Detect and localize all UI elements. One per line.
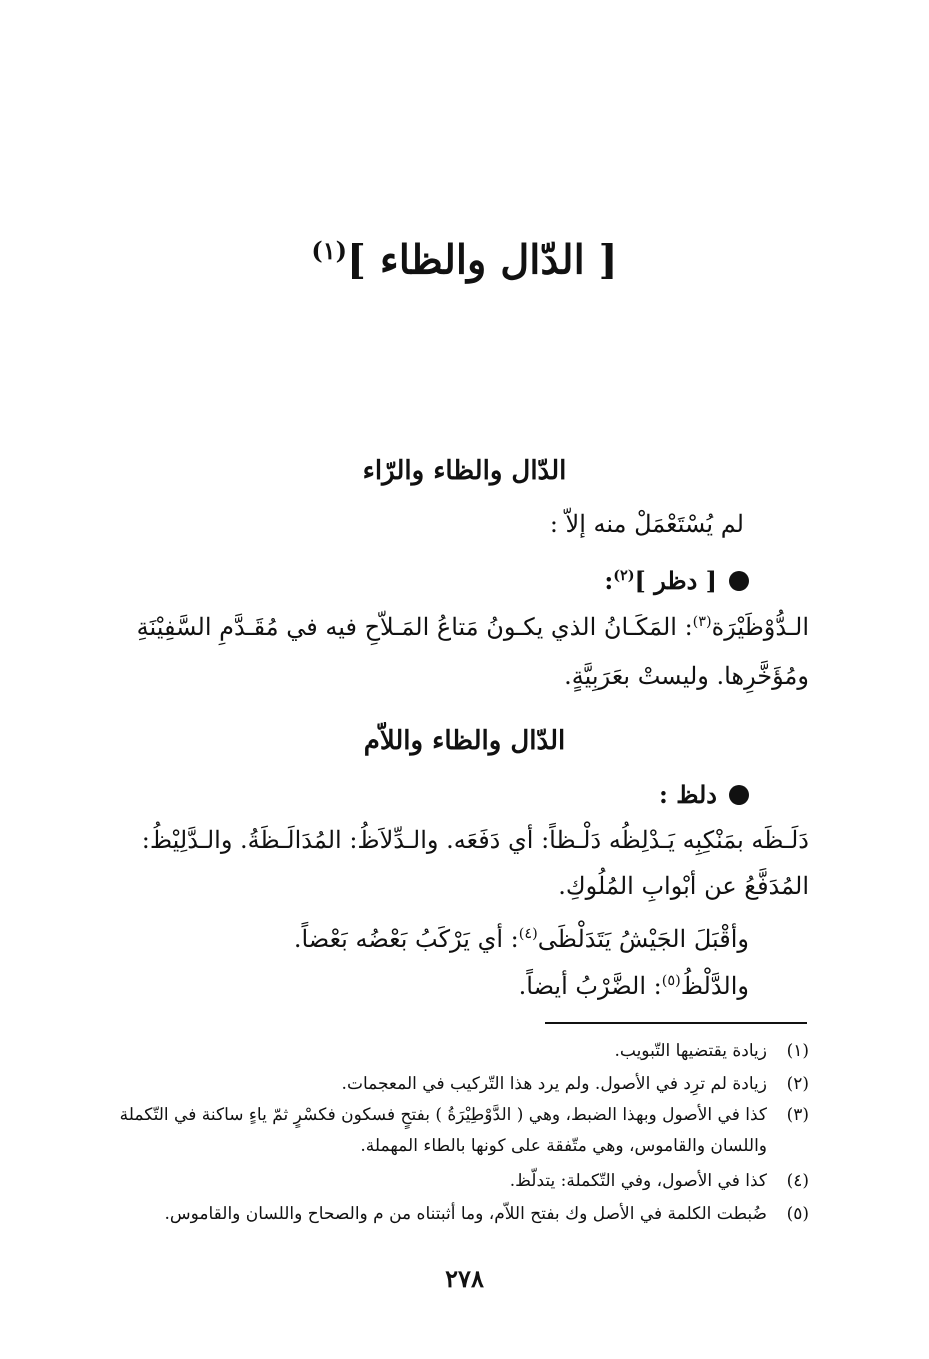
footnote-text: كذا في الأصول وبهذا الضبط، وهي ( الدَّوْطِيْرَةُ ) بفتحٍ فسكون فكسْرٍ ثمّ ياءٍ ساكنة في التّكملة bbox=[119, 1105, 767, 1125]
entry-dalaz-head: دلظ : bbox=[659, 780, 717, 809]
dalaz-line-4-text-b: : الضَّرْبُ أيضاً. bbox=[518, 972, 662, 1000]
footnote-text: زيادة لم ترِد في الأصول. ولم يرد هذا التّركيب في المعجمات. bbox=[341, 1074, 767, 1094]
definition-line-2: ومُؤَخَّرِها. وليستْ بعَرَبِيَّةٍ. bbox=[564, 662, 809, 690]
footnote-2 bbox=[342, 1073, 809, 1095]
entry-dalaz bbox=[659, 780, 749, 809]
footnote-divider bbox=[545, 1022, 807, 1024]
dalaz-line-3-text-b: : أي يَرْكَبُ بَعْضُه بَعْضاً. bbox=[293, 925, 519, 953]
section1-intro: لم يُسْتَعْمَلْ منه إلاّ : bbox=[549, 510, 744, 538]
bullet-icon bbox=[729, 785, 749, 805]
footnote-ref-4: (٤) bbox=[518, 926, 538, 942]
footnote-number: (٣) bbox=[786, 1105, 809, 1125]
entry-dazar-head: [ دظر ]$^{(٢)}$: bbox=[604, 566, 717, 595]
footnote-number: (٢) bbox=[786, 1074, 809, 1094]
section-title-dal-zaa-raa: الدّال والظاء والرّاء bbox=[362, 456, 567, 486]
section-title-dal-zaa-lam: الدّال والظاء واللاّم bbox=[363, 726, 566, 756]
chapter-title-text: [ الدّال والظاء ] bbox=[347, 236, 618, 284]
footnote-ref-3: (٣) bbox=[692, 614, 712, 630]
definition-text-1: : المَكَـانُ الذي يكـونُ مَتاعُ المَـلاّحِ فيه في مُقَـدَّمِ السَّفِيْنَةِ bbox=[136, 613, 693, 641]
footnote-5 bbox=[164, 1203, 809, 1225]
footnote-text: كذا في الأصول، وفي التّكملة: يتدلّظ. bbox=[509, 1171, 767, 1191]
footnote-number: (٤) bbox=[786, 1171, 809, 1191]
footnote-ref-5: (٥) bbox=[661, 973, 681, 989]
dalaz-line-3-text-a: وأقْبَلَ الجَيْشُ يَتَدَلْظَى bbox=[537, 925, 749, 953]
chapter-title-footnote-ref: (١) bbox=[311, 236, 348, 265]
dalaz-line-4 bbox=[519, 972, 749, 1001]
footnote-number: (١) bbox=[786, 1041, 809, 1061]
headword-dawzayra: الـدُّوْظَيْرَة bbox=[711, 613, 809, 641]
page-number: ٢٧٨ bbox=[445, 1264, 484, 1293]
entry-dazar bbox=[604, 566, 749, 595]
footnote-3 bbox=[120, 1104, 809, 1126]
footnote-3-continuation: واللسان والقاموس، وهي متّفقة على كونها بالطاء المهملة. bbox=[360, 1136, 767, 1156]
bullet-icon bbox=[729, 571, 749, 591]
footnote-text: ضُبطت الكلمة في الأصل وك بفتح اللاّم، وما أثبتناه من م والصحاح واللسان والقاموس. bbox=[164, 1204, 767, 1224]
dalaz-line-3 bbox=[294, 925, 749, 954]
dalaz-line-1: دَلَـظَه بمَنْكِبِه يَـدْلِظُه دَلْـظاً: أي دَفَعَه. والـدِّلاَظُ: المُدَالَـظَةُ. والـدَّلِيْظُ: bbox=[141, 826, 809, 854]
footnote-text: زيادة يقتضيها التّبويب. bbox=[614, 1041, 767, 1061]
footnote-4 bbox=[510, 1170, 809, 1192]
chapter-title bbox=[0, 236, 929, 283]
footnote-number: (٥) bbox=[786, 1204, 809, 1224]
dalaz-line-4-text-a: والدَّلْظُ bbox=[680, 972, 749, 1000]
dalaz-line-2: المُدَفَّعُ عن أبْوابِ المُلُوكِ. bbox=[558, 872, 809, 900]
footnote-1 bbox=[614, 1040, 809, 1062]
definition-line-1 bbox=[137, 613, 809, 642]
